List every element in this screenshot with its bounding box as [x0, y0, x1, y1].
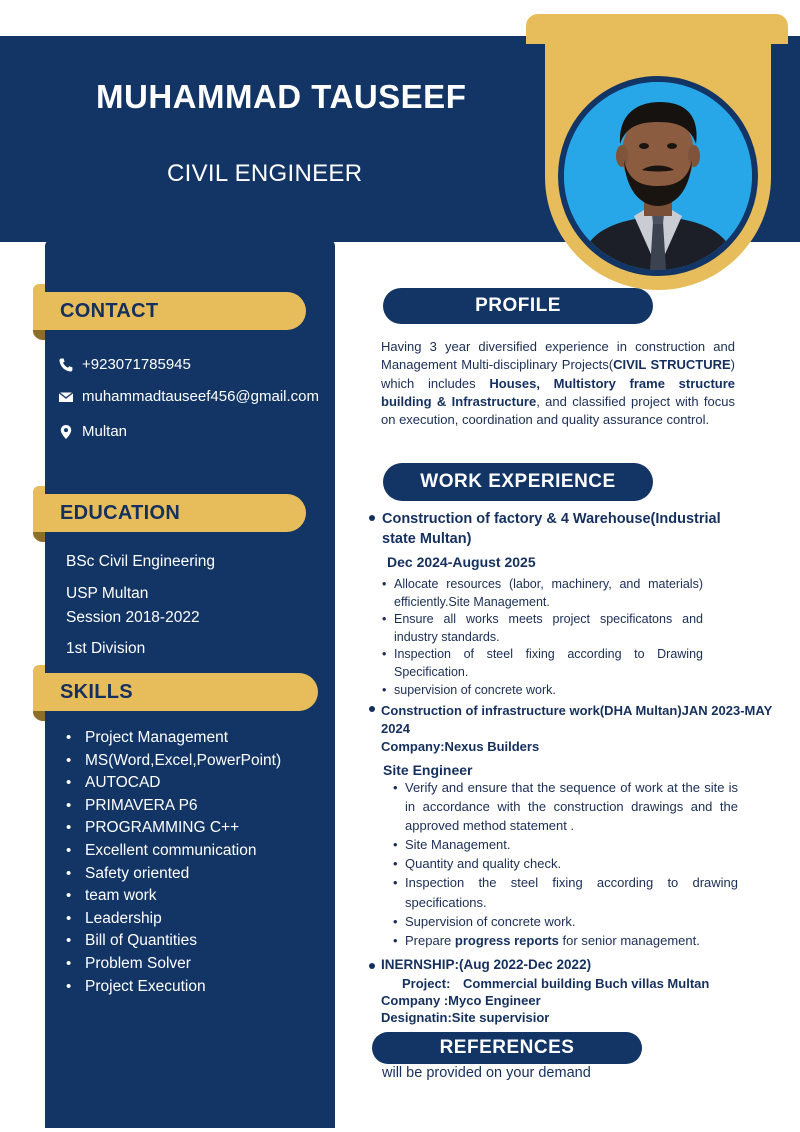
candidate-name: MUHAMMAD TAUSEEF — [96, 78, 467, 115]
skills-list — [66, 727, 281, 998]
location-pin-icon — [58, 424, 74, 440]
skill-item: • Bill of Quantities — [66, 930, 281, 953]
duty-item: • Supervision of concrete work. — [393, 912, 738, 931]
profile-text-part: ) which includes — [381, 357, 735, 391]
profile-text-part: , and classified project with focus on execution, coordination and quality assurance control. — [381, 393, 735, 428]
profile-summary — [381, 338, 735, 429]
duty-item: • Ensure all works meets project specificatons and industry standards. — [382, 611, 703, 646]
skill-item: • Problem Solver — [66, 953, 281, 976]
skill-item: • AUTOCAD — [66, 772, 281, 795]
contact-heading: CONTACT — [33, 292, 306, 330]
internship-designation: Designatin:Site supervisior — [381, 1010, 550, 1025]
skill-item: • PRIMAVERA P6 — [66, 795, 281, 818]
internship-project-value: Commercial building Buch villas Multan — [463, 976, 710, 991]
internship-title: INERNSHIP:(Aug 2022-Dec 2022) — [381, 957, 592, 972]
profile-photo — [558, 76, 758, 276]
job2-title — [381, 702, 772, 738]
person-photo-icon — [564, 82, 752, 270]
job2-company: Company:Nexus Builders — [381, 739, 540, 754]
profile-heading: PROFILE — [383, 288, 653, 324]
education-session: Session 2018-2022 — [66, 609, 200, 626]
profile-text-bold: CIVIL STRUCTURE — [613, 357, 731, 373]
skill-item: • Excellent communication — [66, 840, 281, 863]
duty-item: • Inspection the steel fixing according to drawing specifications. — [393, 873, 738, 911]
profile-text-part: Having 3 year diversified experience in construction and Management Multi-disciplinary Projects( — [381, 339, 735, 373]
job2-role: Site Engineer — [383, 762, 473, 778]
job2-title-line2: 2024 — [381, 721, 410, 736]
job1-dates: Dec 2024-August 2025 — [387, 554, 536, 570]
bullet-dot — [369, 706, 375, 712]
duty-item: • Site Management. — [393, 835, 738, 854]
job-title: CIVIL ENGINEER — [167, 160, 363, 187]
education-division: 1st Division — [66, 640, 146, 657]
duty-text: for senior management. — [558, 932, 700, 948]
job1-title-line2: state Multan) — [382, 531, 472, 547]
education-heading: EDUCATION — [33, 494, 306, 532]
mail-icon — [58, 389, 74, 405]
email-address: muhammadtauseef456@gmail.com — [82, 388, 320, 405]
duty-text: Prepare — [405, 932, 455, 948]
bullet-dot — [369, 515, 375, 521]
internship-project-label: Project: — [402, 976, 451, 991]
bullet-dot — [369, 963, 375, 969]
references-text: will be provided on your demand — [382, 1065, 591, 1081]
phone-icon — [58, 357, 74, 373]
duty-item: • supervision of concrete work. — [382, 682, 703, 700]
contact-phone — [58, 356, 191, 373]
skills-heading: SKILLS — [33, 673, 318, 711]
location-text: Multan — [82, 423, 128, 440]
duty-item: • Quantity and quality check. — [393, 854, 738, 873]
duty-item: • Inspection of steel fixing according to Drawing Specification. — [382, 646, 703, 681]
duty-item — [393, 931, 738, 950]
internship-company: Company :Myco Engineer — [381, 993, 541, 1008]
skill-item: • MS(Word,Excel,PowerPoint) — [66, 750, 281, 773]
duty-item: • Verify and ensure that the sequence of work at the site is in accordance with the construction drawings and the approved method statement . — [393, 778, 738, 835]
contact-location — [58, 423, 127, 440]
skill-item: • Project Management — [66, 727, 281, 750]
skill-item: • team work — [66, 885, 281, 908]
duty-text-bold: progress reports — [454, 932, 559, 948]
education-institute: USP Multan — [66, 585, 149, 602]
job2-title-line1: Construction of infrastructure work(DHA Multan)JAN 2023-MAY — [381, 703, 773, 718]
skill-item: • PROGRAMMING C++ — [66, 817, 281, 840]
duty-item: • Allocate resources (labor, machinery, and materials) efficiently.Site Management. — [382, 576, 703, 611]
job1-duties — [382, 576, 703, 699]
job1-title — [382, 509, 721, 549]
skill-item: • Leadership — [66, 908, 281, 931]
references-heading: REFERENCES — [372, 1032, 642, 1064]
work-experience-heading: WORK EXPERIENCE — [383, 463, 653, 501]
education-degree: BSc Civil Engineering — [66, 553, 216, 570]
phone-number: +923071785945 — [82, 356, 191, 373]
contact-email — [58, 388, 319, 405]
job2-duties — [393, 778, 738, 950]
profile-text-bold: Houses, Multistory frame structure building & Infrastructure — [381, 375, 736, 409]
job1-title-line1: Construction of factory & 4 Warehouse(Industrial — [382, 511, 721, 527]
skill-item: • Safety oriented — [66, 863, 281, 886]
skill-item: • Project Execution — [66, 976, 281, 999]
